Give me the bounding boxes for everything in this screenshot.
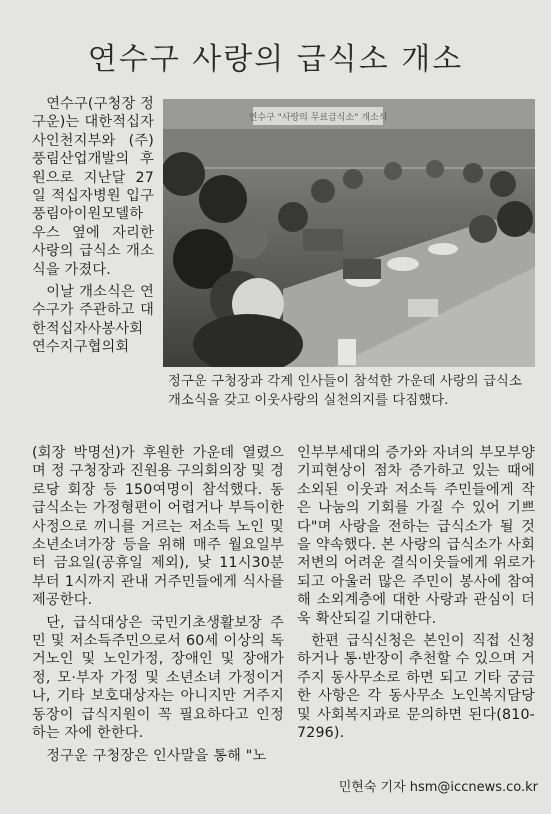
photo-caption: 정구운 구청장과 각계 인사들이 참석한 가운데 사랑의 급식소 개소식을 갖고 이웃사랑의 실천의지를 다짐했다. [168,374,522,408]
article-column-bottom-left [32,444,284,765]
paragraph-4-start: 정구운 구청장은 인사말을 통해 "노 [46,747,267,764]
paragraph-5: 한편 급식신청은 본인이 직접 신청하거나 통·반장이 추천할 수 있으며 거주지 동사무소로 하면 되고 기타 궁금한 사항은 각 동사무소 노인복지담당 및 사회복지과로 문의하면 된다(810-7296). [297,633,535,742]
headline: 연수구 사랑의 급식소 개소 [87,42,464,77]
byline: 민현숙 기자 hsm@iccnews.co.kr [338,780,538,795]
article-column-bottom-right [297,444,535,743]
paragraph-3: 단, 급식대상은 국민기초생활보장 주민 및 저소득주민으로서 60세 이상의 독거노인 및 노인가정, 장애인 및 장애가정, 모·부자 가정 및 소년소녀 가정이거나, 기타 보호대상자는 아니지만 거주지 동장이 급식지원이 꼭 필요하다고 인정하는 자에 한한다. [32,614,284,742]
paragraph-4-continued: 인부부세대의 증가와 자녀의 부모부양 기피현상이 점차 증가하고 있는 때에 소외된 이웃과 저소득 주민들에게 작은 나눔의 기회를 가질 수 있어 기쁘다"며 사랑을 전하는 급식소가 될 것을 약속했다. 본 사랑의 급식소가 사회 저변의 어려운 결식이웃들에게 위로가 되고 아울러 많은 주민이 봉사에 참여해 소외계층에 대한 사랑과 관심이 더욱 확산되길 기대한다. [297,445,535,627]
paragraph-2-continued: (회장 박명선)가 후원한 가운데 열렸으며 정 구청장과 진원용 구의회의장 및 경로당 회장 등 150여명이 참석했다. 동 급식소는 가정형편이 어렵거나 부득이한 사정으로 끼니를 거르는 저소득 노인 및 소년소녀가장 등을 위해 매주 월요일부터 금요일(공휴일 제외), 낮 11시30분부터 1시까지 관내 거주민들에게 식사를 제공한다. [32,445,284,609]
article-column-top-left [32,95,154,357]
paragraph-2-start: 이날 개소식은 연수구가 주관하고 대한적십자사봉사회연수지구협의회 [32,284,154,356]
paragraph-1: 연수구(구청장 정구운)는 대한적십자사인천지부와 (주)풍림산업개발의 후원으로 지난달 27일 적십자병원 입구 풍림아이원모델하우스 옆에 자리한 사랑의 급식소 개소식을 가졌다. [32,96,154,278]
event-photo [163,99,535,367]
event-photo-illustration [163,99,535,367]
banner-text: 연수구 "사랑의 무료급식소" 개소식 [248,113,388,123]
